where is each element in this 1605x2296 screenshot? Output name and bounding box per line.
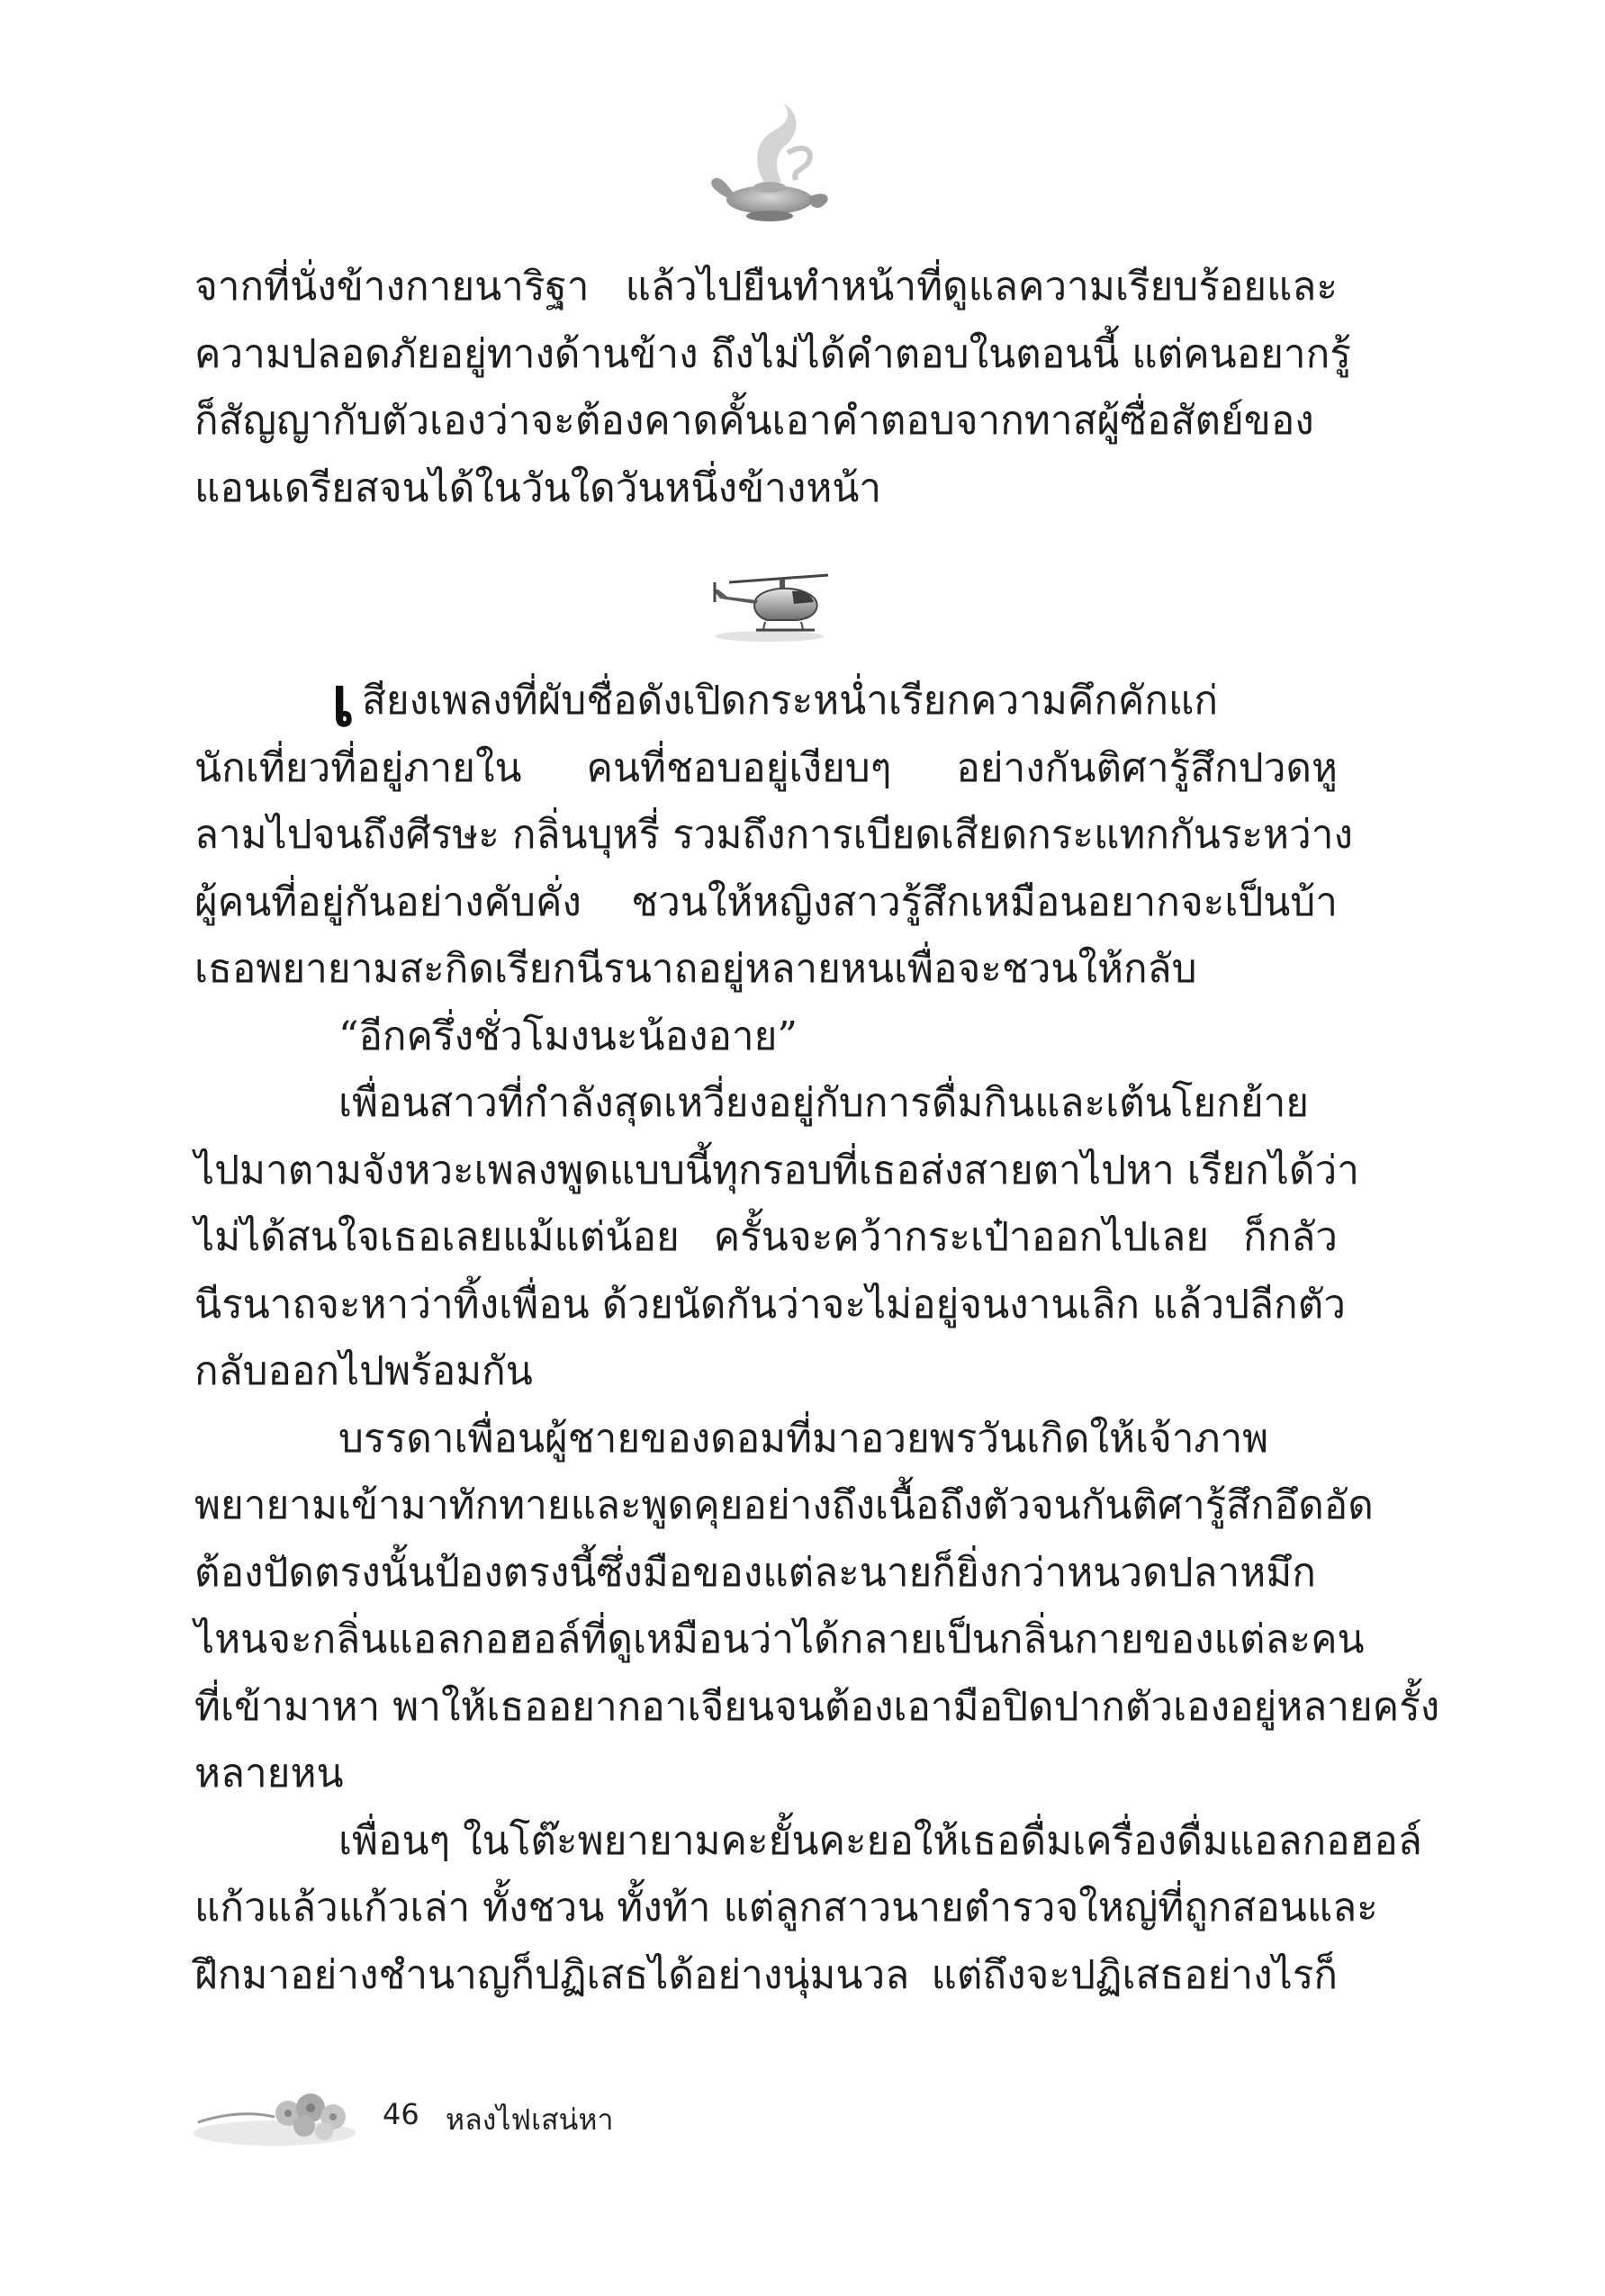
text-line: แอนเดรียสจนได้ในวันใดวันหนึ่งข้างหน้า [194, 464, 882, 511]
text-line: ความปลอดภัยอยู่ทางด้านข้าง ถึงไม่ได้คำตอบในตอนนี้ แต่คนอยากรู้ [194, 330, 1351, 377]
text-line: สียงเพลงที่ผับชื่อดังเปิดกระหน่ำเรียกความคึกคักแก่ [362, 678, 1219, 724]
text-line: ไปมาตามจังหวะเพลงพูดแบบนี้ทุกรอบที่เธอส่งสายตาไปหา เรียกได้ว่า [194, 1147, 1359, 1193]
flowers-icon [189, 2077, 360, 2149]
drop-cap: เ [331, 662, 355, 742]
page-footer [189, 2077, 729, 2149]
text-line: เพื่อนๆ ในโต๊ะพยายามคะยั้นคะยอให้เธอดื่มเครื่องดื่มแอลกอฮอล์ [338, 1817, 1422, 1864]
text-line: ไหนจะกลิ่นแอลกอฮอล์ที่ดูเหมือนว่าได้กลายเป็นกลิ่นกายของแต่ละคน [194, 1616, 1365, 1662]
text-line: ผู้คนที่อยู่กันอย่างคับคั่ง ชวนให้หญิงสาวรู้สึกเหมือนอยากจะเป็นบ้า [194, 878, 1338, 925]
text-line: เพื่อนสาวที่กำลังสุดเหวี่ยงอยู่กับการดื่มกินและเต้นโยกย้าย [338, 1080, 1310, 1126]
paragraph-block-2 [194, 662, 1440, 2009]
text-line: บรรดาเพื่อนผู้ชายของดอมที่มาอวยพรวันเกิดให้เจ้าภาพ [338, 1415, 1269, 1462]
genie-lamp-icon [702, 99, 837, 234]
text-line: แก้วแล้วแก้วเล่า ทั้งชวน ทั้งท้า แต่ลูกสาวนายตำรวจใหญ่ที่ถูกสอนและ [194, 1885, 1378, 1931]
text-line: ต้องปัดตรงนั้นป้องตรงนี้ซึ่งมือของแต่ละนายก็ยิ่งกว่าหนวดปลาหมึก [194, 1549, 1316, 1596]
book-title: หลงไฟเสน่หา [446, 2102, 614, 2137]
text-line: หลายหน [194, 1751, 344, 1796]
text-line: “อีกครึ่งชั่วโมงนะน้องอาย” [338, 1013, 798, 1059]
page-number: 46 [383, 2097, 419, 2131]
helicopter-icon [702, 563, 837, 644]
text-line: ไม่ได้สนใจเธอเลยแม้แต่น้อย ครั้นจะคว้ากระเป๋าออกไปเลย ก็กลัว [194, 1214, 1338, 1260]
text-line: นักเที่ยวที่อยู่ภายใน คนที่ชอบอยู่เงียบๆ อย่างกันติศารู้สึกปวดหู [194, 744, 1338, 791]
text-line: จากที่นั่งข้างกายนาริฐา แล้วไปยืนทำหน้าที่ดูแลความเรียบร้อยและ [194, 264, 1338, 310]
text-line: ก็สัญญากับตัวเองว่าจะต้องคาดคั้นเอาคำตอบจากทาสผู้ซื่อสัตย์ของ [194, 398, 1314, 444]
text-line: นีรนาถจะหาว่าทิ้งเพื่อน ด้วยนัดกันว่าจะไม่อยู่จนงานเลิก แล้วปลีกตัว [194, 1281, 1346, 1328]
paragraph-block-1 [194, 254, 1351, 522]
text-line: เธอพยายามสะกิดเรียกนีรนาถอยู่หลายหนเพื่อจะชวนให้กลับ [194, 946, 1197, 992]
text-line: ที่เข้ามาหา พาให้เธออยากอาเจียนจนต้องเอามือปิดปากตัวเองอยู่หลายครั้ง [194, 1683, 1440, 1730]
text-line: พยายามเข้ามาทักทายและพูดคุยอย่างถึงเนื้อถึงตัวจนกันติศารู้สึกอึดอัด [194, 1482, 1374, 1528]
text-line: ฝึกมาอย่างชำนาญก็ปฏิเสธได้อย่างนุ่มนวล แต่ถึงจะปฏิเสธอย่างไรก็ [194, 1951, 1338, 1998]
text-line: กลับออกไปพร้อมกัน [194, 1348, 533, 1394]
text-line: ลามไปจนถึงศีรษะ กลิ่นบุหรี่ รวมถึงการเบียดเสียดกระแทกกันระหว่าง [194, 812, 1353, 858]
